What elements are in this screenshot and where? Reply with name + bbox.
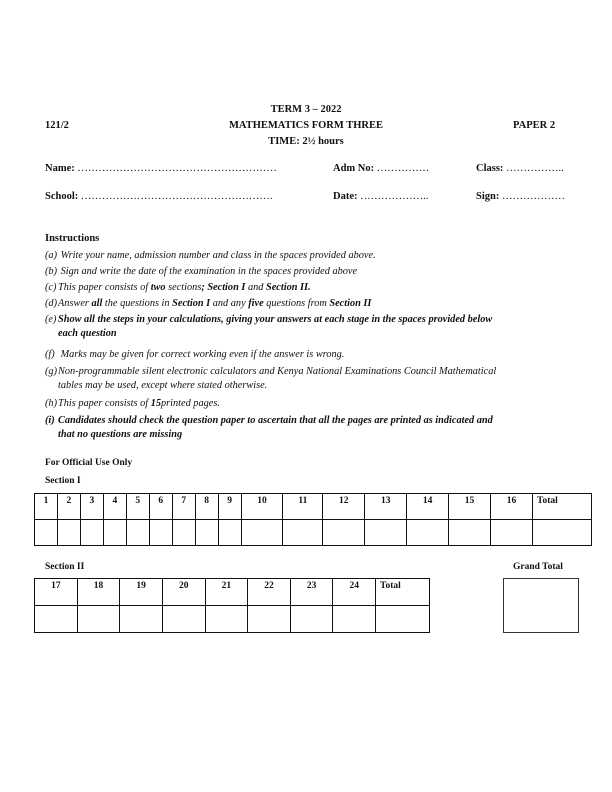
name-label: Name:: [45, 163, 75, 174]
section1-marks-table: [34, 493, 592, 546]
date-dots: ………………..: [360, 191, 429, 202]
score-cell[interactable]: [103, 520, 126, 546]
total-header: Total: [376, 579, 430, 606]
emphasis: five: [248, 298, 264, 309]
section1-label: Section I: [45, 476, 81, 486]
instruction-text-cont: that no questions are missing: [58, 428, 183, 440]
class-field[interactable]: [476, 163, 564, 174]
score-cell[interactable]: [195, 520, 218, 546]
score-cell[interactable]: [407, 520, 449, 546]
instruction-b: [45, 265, 585, 279]
emphasis: ; Section I: [201, 282, 246, 293]
table-header-row: [35, 494, 592, 520]
score-cell[interactable]: [35, 606, 78, 633]
emphasis: Section II: [329, 298, 372, 309]
section2-marks-table: [34, 578, 430, 633]
q5-header: 5: [126, 494, 149, 520]
instruction-marker: (c): [45, 282, 57, 293]
official-use-title: For Official Use Only: [45, 458, 133, 468]
instruction-text-cont: each question: [58, 327, 117, 339]
instruction-marker: (e): [45, 314, 57, 325]
q8-header: 8: [195, 494, 218, 520]
instruction-i: [45, 414, 585, 441]
instruction-marker: (g): [45, 366, 58, 377]
score-cell[interactable]: [205, 606, 248, 633]
score-cell[interactable]: [218, 520, 241, 546]
grand-total-box[interactable]: [503, 578, 579, 633]
instruction-marker: (i): [45, 415, 55, 426]
sign-field[interactable]: [476, 191, 565, 202]
instruction-text: sections: [165, 282, 202, 293]
instruction-h: [45, 397, 585, 411]
instruction-text: Show all the steps in your calculations, giving your answers at each stage in the spaces provided below: [58, 314, 493, 325]
q11-header: 11: [283, 494, 323, 520]
date-field[interactable]: [333, 191, 428, 202]
date-label: Date:: [333, 191, 358, 202]
instruction-text: This paper consists of: [58, 398, 151, 409]
table-header-row: [35, 579, 430, 606]
q20-header: 20: [162, 579, 205, 606]
instruction-text: the questions in: [102, 298, 173, 309]
instruction-text: Marks may be given for correct working even if the answer is wrong.: [60, 349, 345, 360]
q3-header: 3: [80, 494, 103, 520]
instruction-text: and any: [210, 298, 249, 309]
score-cell[interactable]: [365, 520, 407, 546]
instruction-c: [45, 281, 585, 295]
school-field[interactable]: [45, 191, 273, 202]
q2-header: 2: [57, 494, 80, 520]
q12-header: 12: [323, 494, 365, 520]
score-cell[interactable]: [490, 520, 532, 546]
instruction-text: Non-programmable silent electronic calculators and Kenya National Examinations Council Mathematical: [58, 366, 497, 377]
q17-header: 17: [35, 579, 78, 606]
instruction-text: and: [245, 282, 266, 293]
instruction-g: [45, 365, 585, 392]
total-cell[interactable]: [533, 520, 592, 546]
instruction-text: printed pages.: [160, 398, 220, 409]
emphasis: two: [150, 282, 166, 293]
score-cell[interactable]: [77, 606, 120, 633]
q22-header: 22: [248, 579, 291, 606]
total-cell[interactable]: [376, 606, 430, 633]
instruction-marker: (a): [45, 250, 58, 261]
instruction-text: questions from: [263, 298, 330, 309]
sign-dots: ………………: [501, 191, 565, 202]
class-label: Class:: [476, 163, 504, 174]
emphasis: all: [91, 298, 103, 309]
q10-header: 10: [241, 494, 283, 520]
q24-header: 24: [333, 579, 376, 606]
instruction-f: [45, 348, 585, 362]
q21-header: 21: [205, 579, 248, 606]
paper-code: 121/2: [45, 120, 69, 131]
instruction-a: [45, 249, 585, 263]
instruction-marker: (b): [45, 266, 58, 277]
section2-label: Section II: [45, 562, 85, 572]
score-cell[interactable]: [149, 520, 172, 546]
sign-label: Sign:: [476, 191, 500, 202]
instruction-marker: (d): [45, 298, 58, 309]
table-score-row: [35, 520, 592, 546]
score-cell[interactable]: [333, 606, 376, 633]
name-field[interactable]: [45, 163, 277, 174]
instruction-d: [45, 297, 585, 311]
q18-header: 18: [77, 579, 120, 606]
q1-header: 1: [35, 494, 58, 520]
emphasis: Section II.: [265, 282, 311, 293]
score-cell[interactable]: [162, 606, 205, 633]
score-cell[interactable]: [241, 520, 283, 546]
paper-number: PAPER 2: [513, 120, 556, 131]
q14-header: 14: [407, 494, 449, 520]
adm-field[interactable]: [333, 163, 429, 174]
score-cell[interactable]: [290, 606, 333, 633]
table-score-row: [35, 606, 430, 633]
q19-header: 19: [120, 579, 163, 606]
instruction-text-cont: tables may be used, except where stated otherwise.: [58, 379, 268, 391]
q7-header: 7: [172, 494, 195, 520]
score-cell[interactable]: [449, 520, 491, 546]
score-cell[interactable]: [283, 520, 323, 546]
instruction-text: Write your name, admission number and class in the spaces provided above.: [60, 250, 376, 261]
school-dots: ……………………………………………….: [80, 191, 273, 202]
emphasis: Section I: [172, 298, 211, 309]
instruction-marker: (f): [45, 349, 55, 360]
instruction-text: This paper consists of: [58, 282, 151, 293]
score-cell[interactable]: [323, 520, 365, 546]
instruction-text: Candidates should check the question paper to ascertain that all the pages are printed as indicated and: [58, 415, 493, 426]
q4-header: 4: [103, 494, 126, 520]
score-cell[interactable]: [80, 520, 103, 546]
instructions-title: Instructions: [45, 233, 100, 244]
grand-total-label: Grand Total: [513, 562, 563, 572]
class-dots: ……………..: [506, 163, 564, 174]
instruction-e: [45, 313, 585, 340]
instruction-marker: (h): [45, 398, 58, 409]
term-heading: TERM 3 – 2022: [270, 104, 342, 115]
score-cell[interactable]: [248, 606, 291, 633]
score-cell[interactable]: [57, 520, 80, 546]
q9-header: 9: [218, 494, 241, 520]
name-dots: …………………………………………………: [77, 163, 277, 174]
q23-header: 23: [290, 579, 333, 606]
score-cell[interactable]: [172, 520, 195, 546]
time-allowed: TIME: 2½ hours: [268, 136, 344, 147]
score-cell[interactable]: [35, 520, 58, 546]
score-cell[interactable]: [126, 520, 149, 546]
q6-header: 6: [149, 494, 172, 520]
emphasis: 15: [150, 398, 161, 409]
q13-header: 13: [365, 494, 407, 520]
adm-label: Adm No:: [333, 163, 375, 174]
subject-title: MATHEMATICS FORM THREE: [228, 120, 383, 131]
school-label: School:: [45, 191, 79, 202]
q16-header: 16: [490, 494, 532, 520]
q15-header: 15: [449, 494, 491, 520]
instruction-text: Answer: [58, 298, 92, 309]
score-cell[interactable]: [120, 606, 163, 633]
instruction-text: Sign and write the date of the examination in the spaces provided above: [60, 266, 358, 277]
total-header: Total: [533, 494, 592, 520]
adm-dots: ……………: [376, 163, 430, 174]
